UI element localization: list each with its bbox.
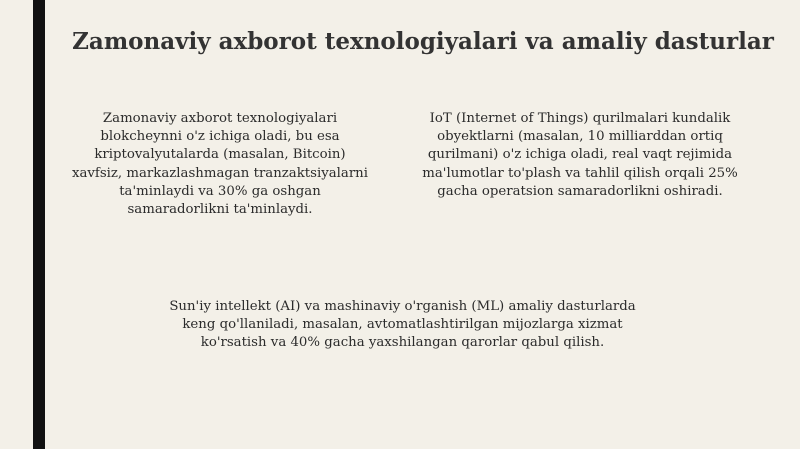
paragraph-line: keng qo'llaniladi, masalan, avtomatlashtirilgan mijozlarga xizmat (182, 317, 623, 333)
ai-ml-paragraph (130, 298, 675, 353)
paragraph-line: gacha operatsion samaradorlikni oshiradi. (437, 183, 723, 199)
blockchain-paragraph (50, 110, 390, 219)
paragraph-line: kriptovalyutalarda (masalan, Bitcoin) (94, 147, 346, 163)
iot-paragraph (405, 110, 755, 201)
paragraph-line: IoT (Internet of Things) qurilmalari kundalik (429, 111, 731, 126)
paragraph-line: ko'rsatish va 40% gacha yaxshilangan qarorlar qabul qilish. (200, 335, 605, 351)
paragraph-line: Sun'iy intellekt (AI) va mashinaviy o'rganish (ML) amaliy dasturlarda (169, 299, 636, 314)
left-accent-bar (33, 0, 45, 449)
slide-title: Zamonaviy axborot texnologiyalari va amaliy dasturlar (72, 28, 774, 55)
paragraph-line: ma'lumotlar to'plash va tahlil qilish orqali 25% (422, 165, 738, 181)
paragraph-line: Zamonaviy axborot texnologiyalari (102, 111, 338, 126)
paragraph-line: qurilmani) o'z ichiga oladi, real vaqt rejimida (427, 147, 733, 163)
paragraph-line: blokcheynni o'z ichiga oladi, bu esa (100, 129, 340, 145)
paragraph-line: xavfsiz, markazlashmagan tranzaktsiyalarni (71, 165, 368, 181)
paragraph-line: obyektlarni (masalan, 10 milliarddan ortiq (437, 129, 723, 145)
paragraph-line: ta'minlaydi va 30% ga oshgan (119, 183, 321, 199)
paragraph-line: samaradorlikni ta'minlaydi. (127, 202, 313, 218)
